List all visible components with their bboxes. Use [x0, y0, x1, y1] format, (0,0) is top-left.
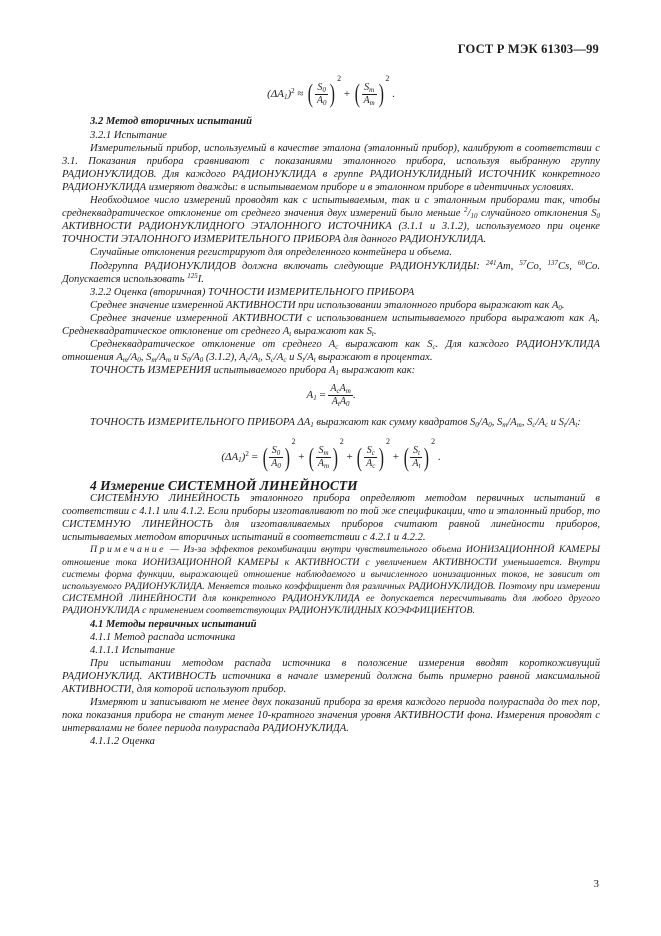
paragraph: Подгруппа РАДИОНУКЛИДОВ должна включать следующие РАДИОНУКЛИДЫ: $^{241}$Am, $^{57}$Co, $^{137}$Cs, $^{60}$Co. Допускается использовать $^{125}$I.	[62, 258, 600, 285]
formula-delta-a1: $(\Delta A_1)^2$ = ( $\frac{S_0}{A_0}$ )$^2$ + ( $\frac{S_m}{A_m}$ )$^2$ + ( $\frac{S_c}{A_c}$ )$^2$ + ( $\frac{S_t}{A_t}$ )$^2$ .	[221, 437, 441, 472]
formula-uncertainty-top: $(\Delta A_1)^2$ ≈ ( $\frac{S_0}{A_0}$ )$^2$ + ( $\frac{S_m}{A_m}$ )$^2$ .	[267, 74, 395, 109]
section-4-1-1-2-heading: 4.1.1.2 Оценка	[90, 736, 155, 748]
document-header: ГОСТ Р МЭК 61303—99	[457, 42, 599, 56]
paragraph: Измеряют и записывают не менее двух показаний прибора за время каждого периода полураспада до тех пор, пока показания прибора не станут менее 10-кратного значения уровня АКТИВНОСТИ фона. Измерения проводят с интервалами не более периода полураспада РАДИОНУКЛИДА.	[62, 697, 600, 735]
section-4-1-heading: 4.1 Методы первичных испытаний	[90, 618, 257, 630]
section-4-1-1-1-heading: 4.1.1.1 Испытание	[90, 644, 175, 656]
paragraph: Измерительный прибор, используемый в качестве эталона (эталонный прибор), калибруют в соответствии с 3.1. Показания прибора сравнивают с показаниями эталонного прибора, используя выбранную группу РАДИОНУКЛИДОВ. Для каждого РАДИОНУКЛИДА в группе РАДИОНУКЛИДНЫЙ ИСТОЧНИК конкретного РАДИОНУКЛИДА измеряют дважды: в испытываемом приборе и в эталонном приборе в идентичных условиях.	[62, 142, 600, 193]
formula-a1: $A_1$ = $\frac{A_cA_m}{A_tA_0}$ .	[306, 383, 356, 409]
page-number: 3	[593, 878, 599, 890]
paragraph: ТОЧНОСТЬ ИЗМЕРИТЕЛЬНОГО ПРИБОРА $\Delta A_1$ выражают как сумму квадратов $S_0/A_0$, $S_m/A_m$, $S_c/A_c$ и $S_t/A_t$:	[90, 417, 581, 430]
section-4-heading: 4 Измерение СИСТЕМНОЙ ЛИНЕЙНОСТИ	[90, 477, 358, 493]
paragraph: Среднеквадратическое отклонение от среднего $A_c$ выражают как $S_c$. Для каждого РАДИОНУКЛИДА отношения $A_m/A_0$, $S_m/A_m$ и $S_0/A_0$ (3.1.2), $A_c/A_t$, $S_c/A_c$ и $S_t/A_t$ выражают в процентах.	[62, 339, 600, 365]
section-3-2-heading: 3.2 Метод вторичных испытаний	[90, 116, 252, 128]
section-3-2-1-heading: 3.2.1 Испытание	[90, 129, 167, 141]
section-4-1-1-heading: 4.1.1 Метод распада источника	[90, 631, 236, 643]
paragraph: Среднее значение измеренной АКТИВНОСТИ при использовании эталонного прибора выражают как $A_0$.	[90, 299, 565, 312]
paragraph: ТОЧНОСТЬ ИЗМЕРЕНИЯ испытываемого прибора $A_1$ выражают как:	[90, 365, 416, 378]
note: Примечание — Из-за эффектов рекомбинации внутри чувствительного объема ИОНИЗАЦИОННОЙ КАМЕРЫ отношение тока ИОНИЗАЦИОННОЙ КАМЕРЫ к АКТИВНОСТИ с увеличением АКТИВНОСТИ уменьшается. Внутри системы форма функции, выражающей отношение наблюдаемого и вычисленного ионизационных токов, не зависит от используемого РАДИОНУКЛИДА. Меняется только коэффициент для различных РАДИОНУКЛИДОВ. Поэтому при измерении СИСТЕМНОЙ ЛИНЕЙНОСТИ для конкретного РАДИОНУКЛИДА ее допускается пересчитывать для любого другого РАДИОНУКЛИДА с применением соответствующих РАДИОНУКЛИДНЫХ КОЭФФИЦИЕНТОВ.	[62, 544, 600, 617]
paragraph: Среднее значение измеренной АКТИВНОСТИ с использованием испытываемого прибора выражают как $A_t$. Среднеквадратическое отклонение от среднего $A_t$ выражают как $S_t$.	[62, 312, 600, 338]
paragraph: Необходимое число измерений проводят как с испытываемым, так и с эталонным приборами так, чтобы среднеквадратическое отклонение от среднего значения двух измерений было меньше $^2/_{10}$ случайного отклонения $S_0$ АКТИВНОСТИ РАДИОНУКЛИДНОГО ЭТАЛОННОГО ИСТОЧНИКА (3.1.1 и 3.1.2), используемого при оценке ТОЧНОСТИ ЭТАЛОННОГО ИЗМЕРИТЕЛЬНОГО ПРИБОРА для данного РАДИОНУКЛИДА.	[62, 195, 600, 246]
paragraph: При испытании методом распада источника в положение измерения вводят короткоживущий РАДИОНУКЛИД. АКТИВНОСТЬ источника в начале измерений должна быть примерно равной максимальной АКТИВНОСТИ, для которой используют прибор.	[62, 657, 600, 696]
document-body	[62, 66, 600, 749]
paragraph: Случайные отклонения регистрируют для определенного контейнера и объема.	[90, 247, 452, 259]
paragraph: СИСТЕМНУЮ ЛИНЕЙНОСТЬ эталонного прибора определяют методом первичных испытаний в соответствии с 4.1.1 или 4.1.2. Если приборы изготавливают по той же спецификации, что и эталонный прибор, то СИСТЕМНУЮ ЛИНЕЙНОСТЬ для изготавливаемых приборов считают равной линейности приборов, испытываемых методом вторичных испытаний в соответствии с 4.2.1 и 4.2.2.	[62, 493, 600, 544]
section-3-2-2-heading: 3.2.2 Оценка (вторичная) ТОЧНОСТИ ИЗМЕРИТЕЛЬНОГО ПРИБОРА	[90, 286, 415, 298]
